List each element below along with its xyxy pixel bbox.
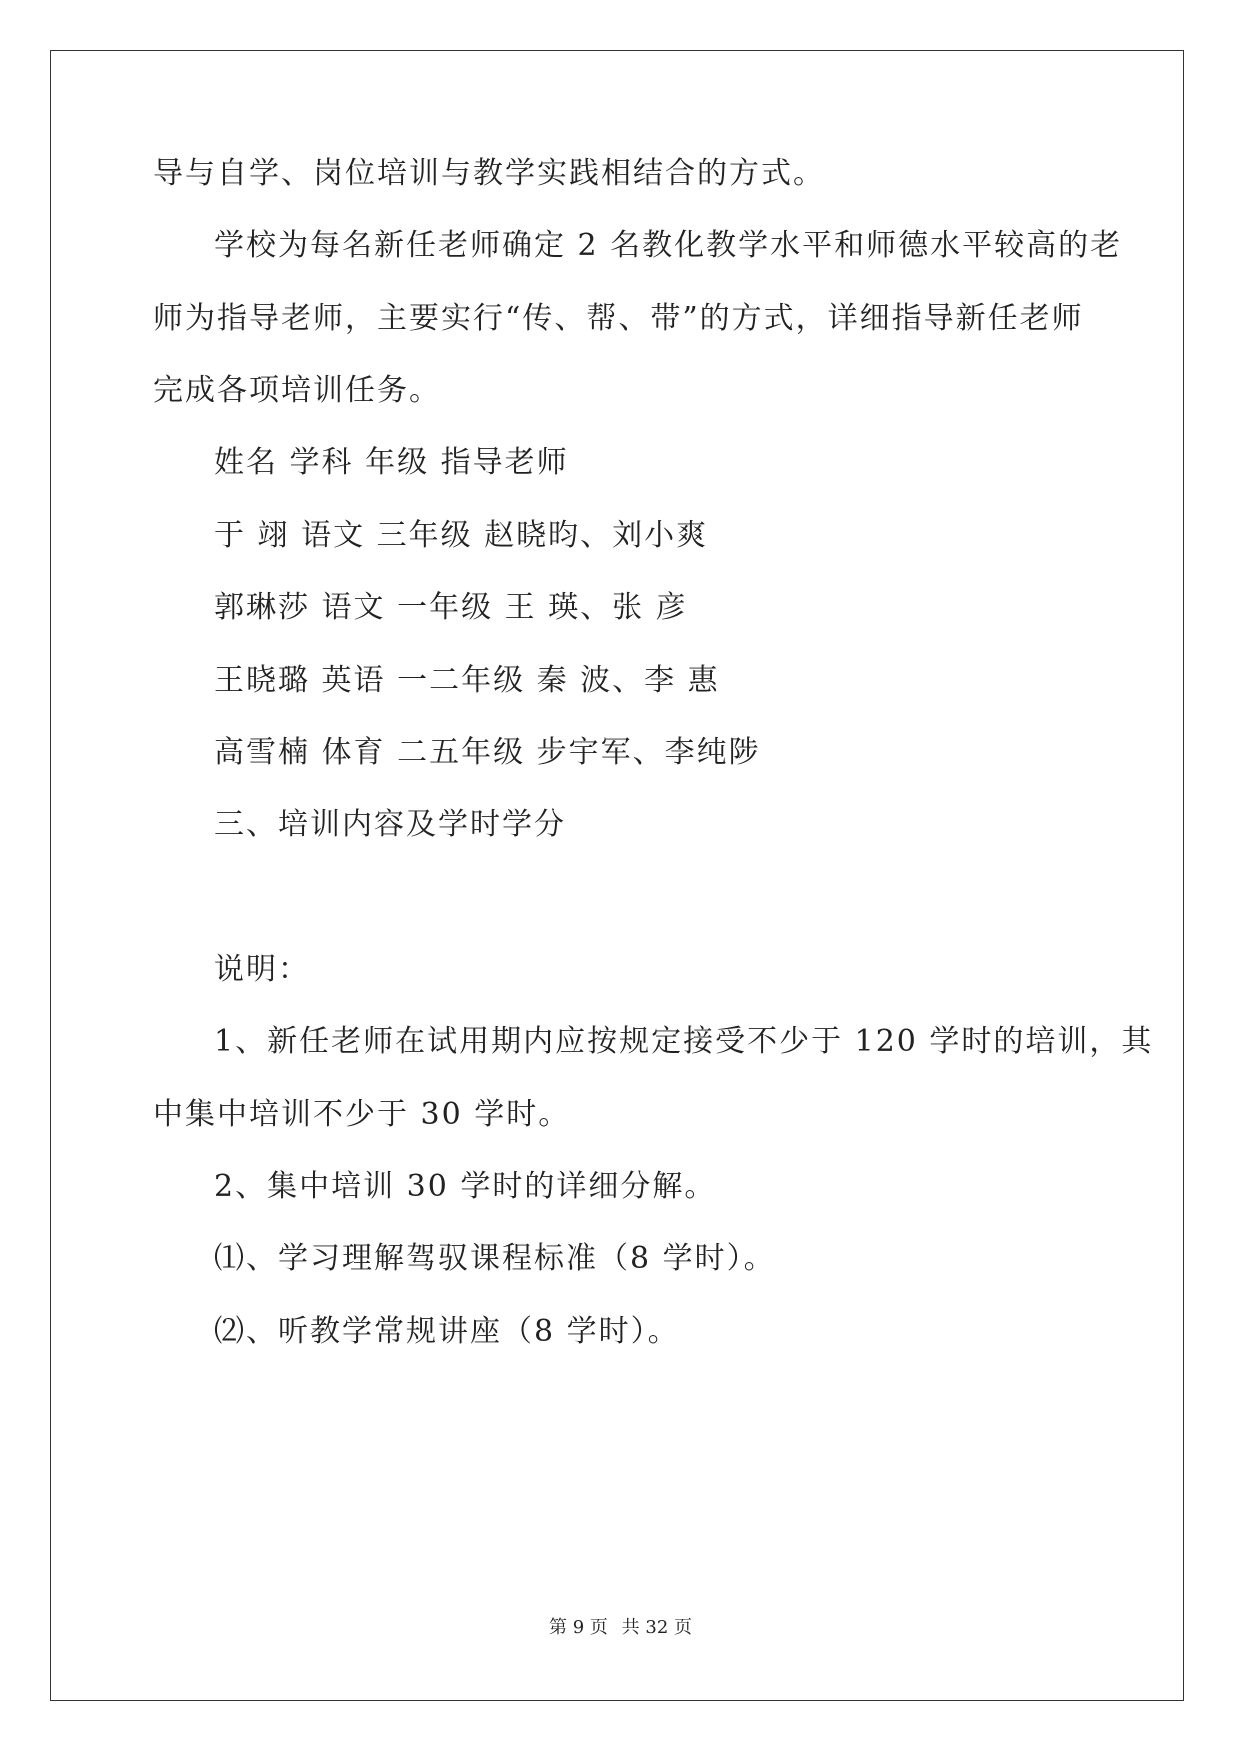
paragraph-line: 2、集中培训 30 学时的详细分解。 [214, 1169, 717, 1204]
page-border [50, 50, 1184, 1701]
page-footer [0, 1616, 1241, 1640]
table-row-line: 高雪楠 体育 二五年级 步宇军、李纯陟 [214, 735, 761, 770]
paragraph-line: 导与自学、岗位培训与教学实践相结合的方式。 [153, 156, 825, 191]
paragraph-line: 完成各项培训任务。 [153, 373, 441, 408]
paragraph-line: 中集中培训不少于 30 学时。 [153, 1097, 571, 1132]
list-item: ⑵、听教学常规讲座（8 学时）。 [214, 1314, 680, 1349]
table-row-line: 王晓璐 英语 一二年级 秦 波、李 惠 [214, 663, 720, 698]
paragraph-line: 1、新任老师在试用期内应按规定接受不少于 120 学时的培训，其 [214, 1024, 1154, 1059]
page-total: 共 32 页 [621, 1617, 692, 1638]
paragraph-line: 师为指导老师，主要实行“传、帮、带”的方式，详细指导新任老师 [153, 301, 1084, 336]
paragraph-line: 学校为每名新任老师确定 2 名教化教学水平和师德水平较高的老 [214, 228, 1123, 263]
note-heading: 说明： [214, 952, 310, 987]
section-heading: 三、培训内容及学时学分 [214, 807, 566, 842]
table-row-line: 郭琳莎 语文 一年级 王 瑛、张 彦 [214, 590, 688, 625]
page-number: 第 9 页 [549, 1617, 608, 1638]
table-row-line: 于 翊 语文 三年级 赵晓昀、刘小爽 [214, 518, 709, 553]
table-header-line: 姓名 学科 年级 指导老师 [214, 445, 569, 480]
list-item: ⑴、学习理解驾驭课程标准（8 学时）。 [214, 1241, 776, 1276]
